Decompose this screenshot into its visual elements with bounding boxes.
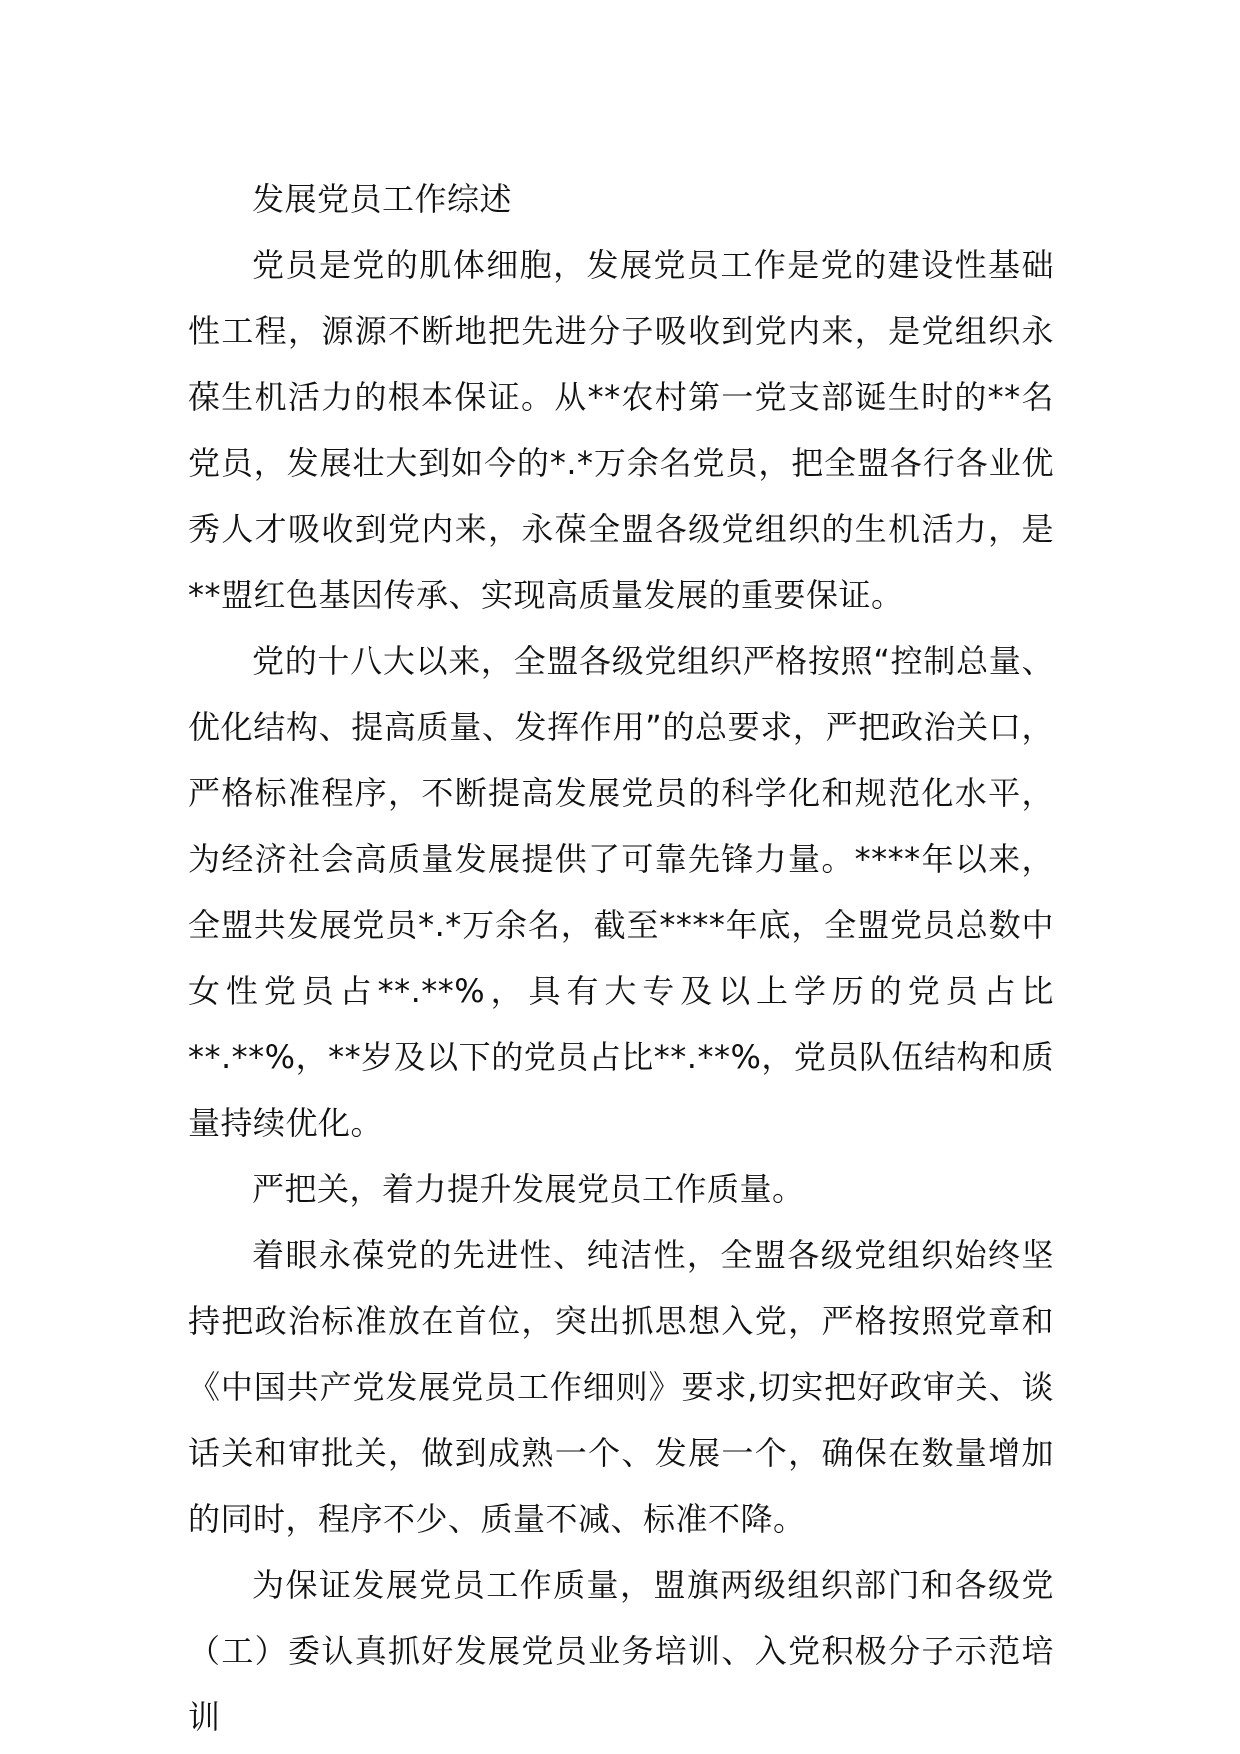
paragraph-4: 着眼永葆党的先进性、纯洁性，全盟各级党组织始终坚持把政治标准放在首位，突出抓思想入党，严格按照党章和《中国共产党发展党员工作细则》要求,切实把好政审关、谈话关和审批关，做到成熟一个、发展一个，确保在数量增加的同时，程序不少、质量不减、标准不降。 xyxy=(188,1236,1054,1538)
paragraph-5: 为保证发展党员工作质量，盟旗两级组织部门和各级党（工）委认真抓好发展党员业务培训、入党积极分子示范培训 xyxy=(188,1566,1054,1736)
paragraph-2: 党的十八大以来，全盟各级党组织严格按照“控制总量、优化结构、提高质量、发挥作用”的总要求，严把政治关口，严格标准程序，不断提高发展党员的科学化和规范化水平，为经济社会高质量发展提供了可靠先锋力量。****年以来，全盟共发展党员*.*万余名，截至****年底，全盟党员总数中女性党员占**.**%，具有大专及以上学历的党员占比**.**%，**岁及以下的党员占比**.**%，党员队伍结构和质量持续优化。 xyxy=(188,642,1054,1142)
document-body xyxy=(188,166,1054,1750)
document-title: 发展党员工作综述 xyxy=(252,180,513,218)
paragraph-1: 党员是党的肌体细胞，发展党员工作是党的建设性基础性工程，源源不断地把先进分子吸收到党内来，是党组织永葆生机活力的根本保证。从**农村第一党支部诞生时的**名党员，发展壮大到如今的*.*万余名党员，把全盟各行各业优秀人才吸收到党内来，永葆全盟各级党组织的生机活力，是**盟红色基因传承、实现高质量发展的重要保证。 xyxy=(188,246,1054,614)
paragraph-3: 严把关，着力提升发展党员工作质量。 xyxy=(252,1170,805,1208)
